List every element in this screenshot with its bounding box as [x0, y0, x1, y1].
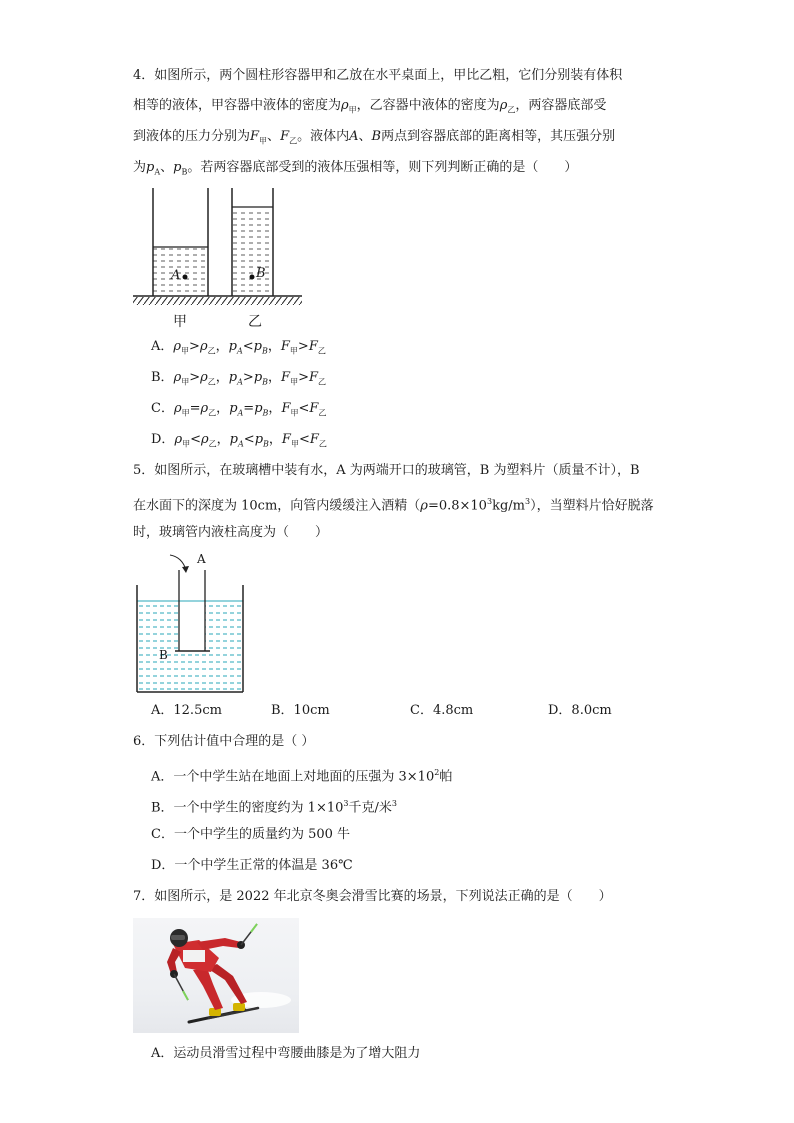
point-b-label: B [256, 266, 266, 281]
q4-option-d[interactable]: D．$\rho_甲<\rho_乙$，$p_A<p_B$，$F_甲<F_乙$ [151, 432, 327, 449]
q7-stem: 7．如图所示，是 2022 年北京冬奥会滑雪比赛的场景，下列说法正确的是（ ） [133, 889, 612, 904]
q6-option-d[interactable]: D．一个中学生正常的体温是 36℃ [151, 858, 353, 873]
caption-jia: 甲 [173, 314, 187, 330]
q4-option-b[interactable]: B．$\rho_甲>\rho_乙$，$p_A>p_B$，$F_甲>F_乙$ [151, 370, 327, 387]
caption-yi: 乙 [248, 314, 262, 330]
q5-stem-line-1: 5．如图所示，在玻璃槽中装有水，A 为两端开口的玻璃管，B 为塑料片（质量不计），B [133, 463, 640, 478]
q4-stem-line-4: 为$p_A$、$p_B$。若两容器底部受到的液体压强相等，则下列判断正确的是（ ） [133, 160, 578, 177]
skier-photo [133, 918, 299, 1033]
q5-option-c[interactable]: C．4.8cm [410, 703, 474, 718]
q4-stem-line-3: 到液体的压力分别为$F_甲$、$F_乙$。液体内A、B两点到容器底部的距离相等，其压强分别 [133, 129, 616, 146]
point-a-label: A [171, 268, 181, 283]
sheet-label-b: B [159, 648, 168, 662]
q5-stem-line-3: 时，玻璃管内液柱高度为（ ） [133, 525, 329, 540]
q4-option-c[interactable]: C．$\rho_甲=\rho_乙$，$p_A=p_B$，$F_甲<F_乙$ [151, 401, 327, 418]
q5-option-a[interactable]: A．12.5cm [151, 703, 222, 718]
q7-option-a[interactable]: A．运动员滑雪过程中弯腰曲膝是为了增大阻力 [151, 1046, 421, 1061]
q6-stem: 6．下列估计值中合理的是（ ） [133, 734, 315, 749]
q5-stem-line-2: 在水面下的深度为 10cm，向管内缓缓注入酒精$(\rho=0.8\times 10^3kg/m^3)$，当塑料片恰好脱落 [133, 497, 654, 514]
q5-option-d[interactable]: D．8.0cm [548, 703, 612, 718]
q6-option-b[interactable]: B．一个中学生的密度约为 $1\times 10^3$千克/米$^3$ [151, 799, 397, 816]
q6-option-a[interactable]: A．一个中学生站在地面上对地面的压强为 $3\times 10^2$帕 [151, 768, 453, 785]
q4-stem-line-1: 4．如图所示，两个圆柱形容器甲和乙放在水平桌面上，甲比乙粗，它们分别装有体积 [133, 68, 623, 83]
q5-option-b[interactable]: B．10cm [271, 703, 330, 718]
q4-stem-line-2: 相等的液体，甲容器中液体的密度为$\rho_甲$，乙容器中液体的密度为$\rho_乙$，两容器底部受 [133, 98, 607, 115]
q6-option-c[interactable]: C．一个中学生的质量约为 500 牛 [151, 827, 351, 842]
tube-label-a: A [197, 552, 206, 566]
q4-option-a[interactable]: A．$\rho_甲>\rho_乙$，$p_A<p_B$，$F_甲>F_乙$ [151, 339, 326, 356]
